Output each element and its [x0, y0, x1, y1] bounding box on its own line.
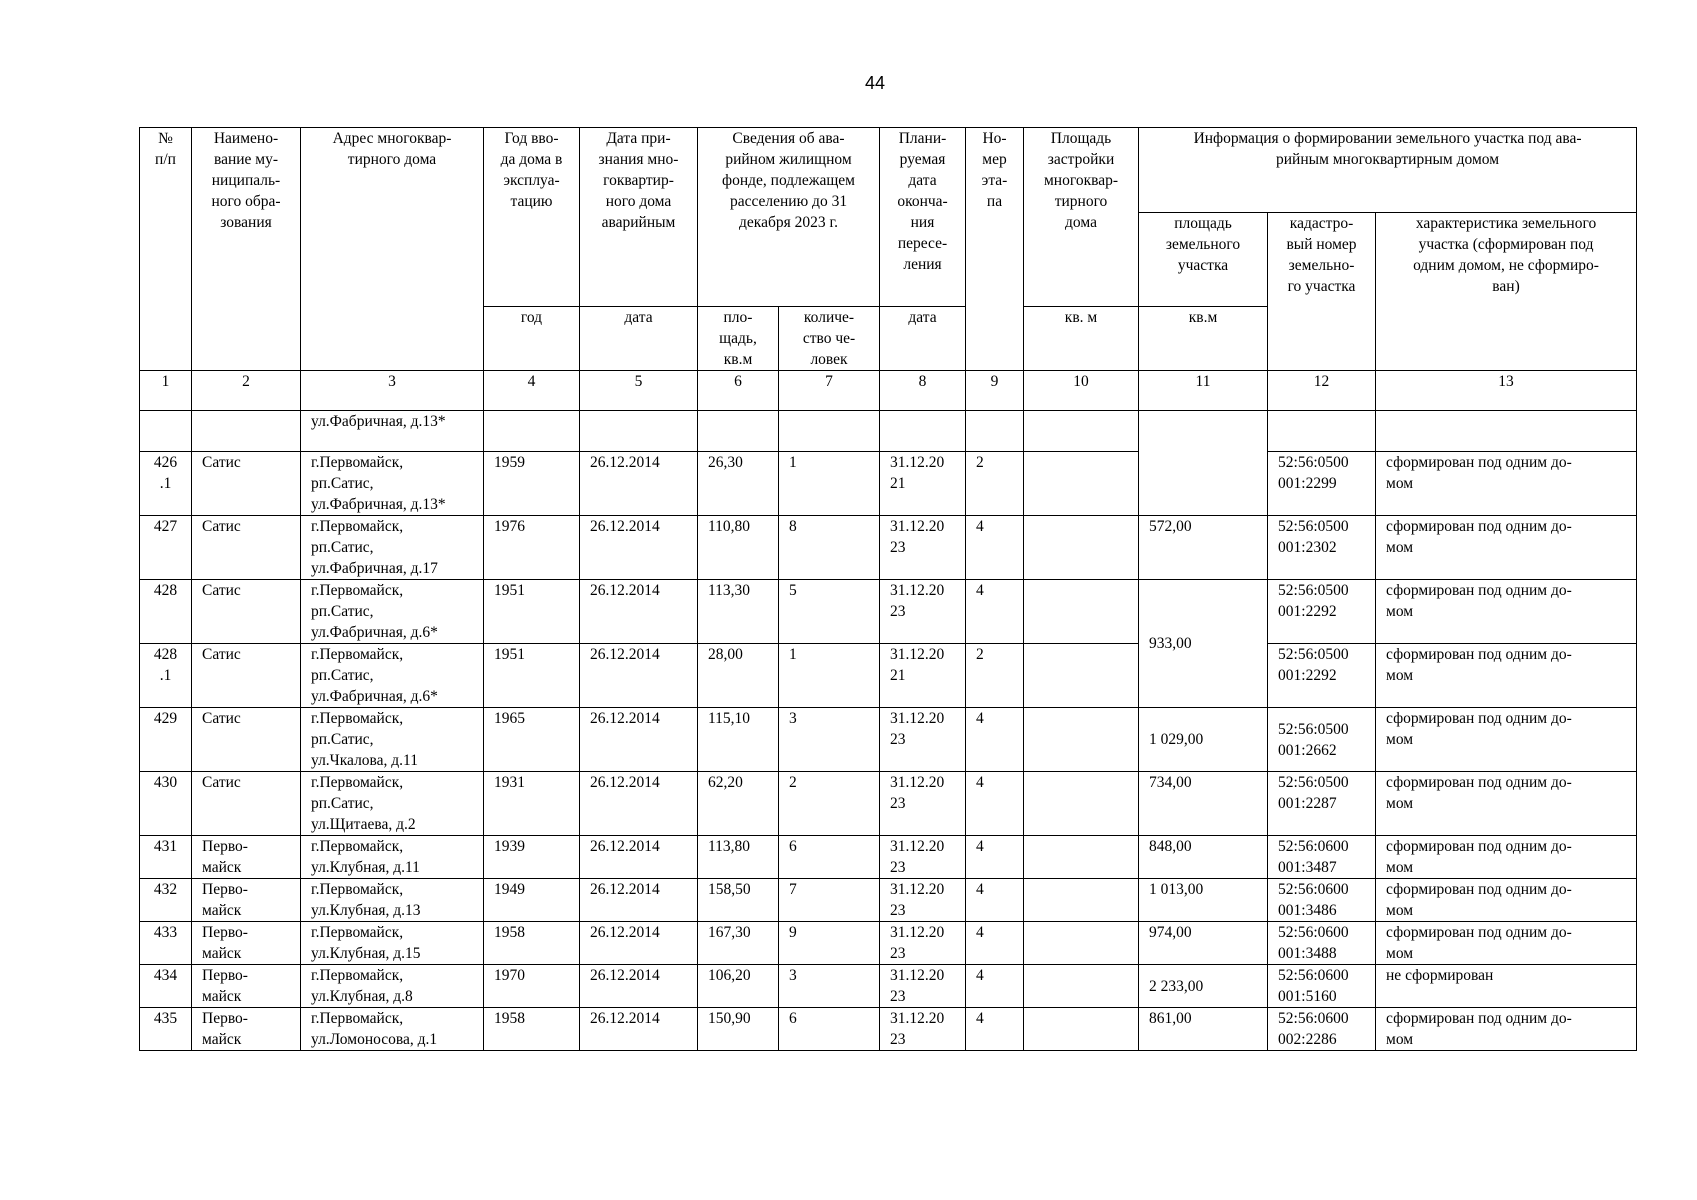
table-row — [140, 836, 1637, 879]
cell-address: г.Первомайск, ул.Клубная, д.8 — [301, 965, 484, 1008]
cell-people: 8 — [779, 516, 880, 580]
cell-address: г.Первомайск, рп.Сатис, ул.Фабричная, д.17 — [301, 516, 484, 580]
cell-build-area — [1024, 644, 1139, 708]
cell-people: 9 — [779, 922, 880, 965]
page-number: 44 — [864, 73, 886, 93]
cell-people: 6 — [779, 836, 880, 879]
cell-municipality: Перво- майск — [192, 922, 301, 965]
cell-stage: 4 — [966, 708, 1024, 772]
cell-land-status: сформирован под одним до- мом — [1376, 708, 1637, 772]
cell-area: 62,20 — [698, 772, 779, 836]
cell-address: г.Первомайск, рп.Сатис, ул.Чкалова, д.11 — [301, 708, 484, 772]
header-address: Адрес многоквар- тирного дома — [301, 128, 484, 371]
column-number: 3 — [301, 371, 484, 411]
cell-plan-date: 31.12.20 23 — [880, 708, 966, 772]
column-number: 6 — [698, 371, 779, 411]
cell-people: 5 — [779, 580, 880, 644]
cell-date: 26.12.2014 — [580, 772, 698, 836]
cell-people: 2 — [779, 772, 880, 836]
cell-stage: 2 — [966, 452, 1024, 516]
cell-stage: 4 — [966, 580, 1024, 644]
cell-people: 3 — [779, 965, 880, 1008]
cell-land-status: сформирован под одним до- мом — [1376, 1008, 1637, 1051]
header-number: № п/п — [140, 128, 192, 371]
cell-number: 427 — [140, 516, 192, 580]
cell-build-area — [1024, 879, 1139, 922]
table-row — [140, 879, 1637, 922]
cell-plan-date: 31.12.20 23 — [880, 879, 966, 922]
cell-land-status: сформирован под одним до- мом — [1376, 836, 1637, 879]
cell-people: 1 — [779, 452, 880, 516]
cell-year: 1951 — [484, 580, 580, 644]
cell-year: 1939 — [484, 836, 580, 879]
cell-date: 26.12.2014 — [580, 516, 698, 580]
cell-number: 428 — [140, 580, 192, 644]
emergency-housing-table — [139, 127, 1637, 1051]
cell-cadastral: 52:56:0500 001:2292 — [1268, 580, 1376, 644]
header-build-area: Площадь застройки многоквар- тирного дома — [1024, 128, 1139, 307]
cell-number: 432 — [140, 879, 192, 922]
table-row — [140, 516, 1637, 580]
cell-area: 150,90 — [698, 1008, 779, 1051]
cell-plan-date: 31.12.20 23 — [880, 516, 966, 580]
table-row — [140, 708, 1637, 772]
unit-people: количе- ство че- ловек — [779, 307, 880, 371]
cell-cadastral: 52:56:0500 001:2302 — [1268, 516, 1376, 580]
cell-land-status: сформирован под одним до- мом — [1376, 644, 1637, 708]
header-municipality: Наимено- вание му- ниципаль- ного обра- зования — [192, 128, 301, 371]
cell-address: г.Первомайск, рп.Сатис, ул.Фабричная, д.6* — [301, 644, 484, 708]
cell-land-area: 933,00 — [1139, 580, 1268, 708]
header-stage: Но- мер эта- па — [966, 128, 1024, 371]
table-row — [140, 644, 1637, 708]
cell-year: 1965 — [484, 708, 580, 772]
cell-people: 6 — [779, 1008, 880, 1051]
cell-land-status: не сформирован — [1376, 965, 1637, 1008]
cell-land-area: 861,00 — [1139, 1008, 1268, 1051]
cell-plan-date: 31.12.20 21 — [880, 644, 966, 708]
cell-plan-date: 31.12.20 23 — [880, 836, 966, 879]
cell-stage: 4 — [966, 772, 1024, 836]
cell-municipality: Сатис — [192, 516, 301, 580]
cell-address: г.Первомайск, рп.Сатис, ул.Фабричная, д.13* — [301, 452, 484, 516]
cell-date: 26.12.2014 — [580, 644, 698, 708]
header-land-status: характеристика земельного участка (сформирован под одним домом, не сформиро- ван) — [1376, 213, 1637, 371]
column-number: 4 — [484, 371, 580, 411]
cell-address: г.Первомайск, рп.Сатис, ул.Фабричная, д.6* — [301, 580, 484, 644]
cell-year: 1970 — [484, 965, 580, 1008]
cell-build-area — [1024, 708, 1139, 772]
cell-cadastral: 52:56:0600 002:2286 — [1268, 1008, 1376, 1051]
cell-number: 429 — [140, 708, 192, 772]
cell-area: 113,30 — [698, 580, 779, 644]
cell-cadastral: 52:56:0600 001:3487 — [1268, 836, 1376, 879]
cell-land-status: сформирован под одним до- мом — [1376, 580, 1637, 644]
cell-plan-date: 31.12.20 23 — [880, 1008, 966, 1051]
cell-stage: 2 — [966, 644, 1024, 708]
cell-plan-date: 31.12.20 23 — [880, 772, 966, 836]
table-row — [140, 922, 1637, 965]
column-number: 1 — [140, 371, 192, 411]
cell-year: 1931 — [484, 772, 580, 836]
cell-plan-date: 31.12.20 21 — [880, 452, 966, 516]
unit-plan-date: дата — [880, 307, 966, 371]
column-number: 13 — [1376, 371, 1637, 411]
column-number: 9 — [966, 371, 1024, 411]
cell-cadastral: 52:56:0600 001:5160 — [1268, 965, 1376, 1008]
cell-number: 434 — [140, 965, 192, 1008]
cell-number: 433 — [140, 922, 192, 965]
cell-area: 113,80 — [698, 836, 779, 879]
cell-build-area — [1024, 516, 1139, 580]
cell-land-status: сформирован под одним до- мом — [1376, 452, 1637, 516]
column-number: 5 — [580, 371, 698, 411]
column-number: 11 — [1139, 371, 1268, 411]
cell-area: 106,20 — [698, 965, 779, 1008]
cell-area: 115,10 — [698, 708, 779, 772]
cell-cadastral: 52:56:0500 001:2299 — [1268, 452, 1376, 516]
cell-municipality: Сатис — [192, 644, 301, 708]
cell-build-area — [1024, 922, 1139, 965]
cell-plan-date: 31.12.20 23 — [880, 580, 966, 644]
cell-land-status: сформирован под одним до- мом — [1376, 879, 1637, 922]
cell-cadastral: 52:56:0600 001:3488 — [1268, 922, 1376, 965]
cell-year: 1951 — [484, 644, 580, 708]
cell-date: 26.12.2014 — [580, 708, 698, 772]
cell-land-status: сформирован под одним до- мом — [1376, 516, 1637, 580]
cell-cadastral: 52:56:0500 001:2292 — [1268, 644, 1376, 708]
cell-land-area: 734,00 — [1139, 772, 1268, 836]
cell-date: 26.12.2014 — [580, 922, 698, 965]
table-row — [140, 1008, 1637, 1051]
cell-year: 1949 — [484, 879, 580, 922]
cell-number: 435 — [140, 1008, 192, 1051]
header-year: Год вво- да дома в эксплуа- тацию — [484, 128, 580, 307]
cell-address: г.Первомайск, ул.Клубная, д.13 — [301, 879, 484, 922]
cell-year: 1958 — [484, 1008, 580, 1051]
cell-stage: 4 — [966, 965, 1024, 1008]
header-land-info: Информация о формировании земельного участка под ава- рийным многоквартирным домом — [1139, 128, 1637, 213]
cell-land-status: сформирован под одним до- мом — [1376, 922, 1637, 965]
column-number: 8 — [880, 371, 966, 411]
cell-land-area: 1 029,00 — [1139, 708, 1268, 772]
cell-plan-date: 31.12.20 23 — [880, 965, 966, 1008]
unit-land-area: кв.м — [1139, 307, 1268, 371]
cell-municipality: Сатис — [192, 580, 301, 644]
cell-area: 167,30 — [698, 922, 779, 965]
cell-municipality: Сатис — [192, 772, 301, 836]
cell-address: г.Первомайск, ул.Клубная, д.15 — [301, 922, 484, 965]
cell-municipality: Перво- майск — [192, 965, 301, 1008]
header-cadastral: кадастро- вый номер земельно- го участка — [1268, 213, 1376, 371]
cell-date: 26.12.2014 — [580, 1008, 698, 1051]
cell-date: 26.12.2014 — [580, 879, 698, 922]
column-number: 10 — [1024, 371, 1139, 411]
header-land-area: площадь земельного участка — [1139, 213, 1268, 307]
cell-build-area — [1024, 772, 1139, 836]
cell-people: 3 — [779, 708, 880, 772]
unit-area: пло- щадь, кв.м — [698, 307, 779, 371]
cell-build-area — [1024, 1008, 1139, 1051]
cell-number: 428 .1 — [140, 644, 192, 708]
cell-address: г.Первомайск, ул.Клубная, д.11 — [301, 836, 484, 879]
cell-people: 1 — [779, 644, 880, 708]
cell-year: 1976 — [484, 516, 580, 580]
cell-date: 26.12.2014 — [580, 836, 698, 879]
column-number: 12 — [1268, 371, 1376, 411]
cell-stage: 4 — [966, 516, 1024, 580]
cell-number: 431 — [140, 836, 192, 879]
cell-number: 430 — [140, 772, 192, 836]
cell-address: г.Первомайск, ул.Ломоносова, д.1 — [301, 1008, 484, 1051]
cell-cadastral: 52:56:0500 001:2287 — [1268, 772, 1376, 836]
cell-stage: 4 — [966, 836, 1024, 879]
unit-date: дата — [580, 307, 698, 371]
cell-municipality: Перво- майск — [192, 879, 301, 922]
column-number: 7 — [779, 371, 880, 411]
cell-municipality: Перво- майск — [192, 836, 301, 879]
table-row — [140, 772, 1637, 836]
cell-year: 1958 — [484, 922, 580, 965]
table-row — [140, 965, 1637, 1008]
unit-build-area: кв. м — [1024, 307, 1139, 371]
column-number: 2 — [192, 371, 301, 411]
table-row — [140, 580, 1637, 644]
table-row — [140, 452, 1637, 516]
cell-stage: 4 — [966, 879, 1024, 922]
cell-build-area — [1024, 452, 1139, 516]
cell-land-area: 848,00 — [1139, 836, 1268, 879]
cell-area: 110,80 — [698, 516, 779, 580]
cell-municipality: Перво- майск — [192, 1008, 301, 1051]
cell-stage: 4 — [966, 922, 1024, 965]
cell-address: ул.Фабричная, д.13* — [301, 411, 484, 452]
header-planned-date: Плани- руемая дата оконча- ния пересе- ления — [880, 128, 966, 307]
cell-stage: 4 — [966, 1008, 1024, 1051]
cell-build-area — [1024, 965, 1139, 1008]
cell-cadastral: 52:56:0600 001:3486 — [1268, 879, 1376, 922]
cell-date: 26.12.2014 — [580, 580, 698, 644]
cell-date: 26.12.2014 — [580, 452, 698, 516]
cell-land-area: 572,00 — [1139, 516, 1268, 580]
cell-area: 158,50 — [698, 879, 779, 922]
cell-year: 1959 — [484, 452, 580, 516]
cell-land-area: 974,00 — [1139, 922, 1268, 965]
cell-land-status: сформирован под одним до- мом — [1376, 772, 1637, 836]
header-recognition-date: Дата при- знания мно- гоквартир- ного дома аварийным — [580, 128, 698, 307]
cell-build-area — [1024, 836, 1139, 879]
cell-people: 7 — [779, 879, 880, 922]
cell-plan-date: 31.12.20 23 — [880, 922, 966, 965]
cell-municipality: Сатис — [192, 452, 301, 516]
cell-area: 28,00 — [698, 644, 779, 708]
cell-address: г.Первомайск, рп.Сатис, ул.Щитаева, д.2 — [301, 772, 484, 836]
cell-land-area: 2 233,00 — [1139, 965, 1268, 1008]
cell-land-area: 1 013,00 — [1139, 879, 1268, 922]
cell-cadastral: 52:56:0500 001:2662 — [1268, 708, 1376, 772]
cell-build-area — [1024, 580, 1139, 644]
cell-number: 426 .1 — [140, 452, 192, 516]
table-row — [140, 411, 1637, 452]
cell-area: 26,30 — [698, 452, 779, 516]
cell-municipality: Сатис — [192, 708, 301, 772]
cell-date: 26.12.2014 — [580, 965, 698, 1008]
unit-year: год — [484, 307, 580, 371]
header-emergency-fund: Сведения об ава- рийном жилищном фонде, подлежащем расселению до 31 декабря 2023 г. — [698, 128, 880, 307]
